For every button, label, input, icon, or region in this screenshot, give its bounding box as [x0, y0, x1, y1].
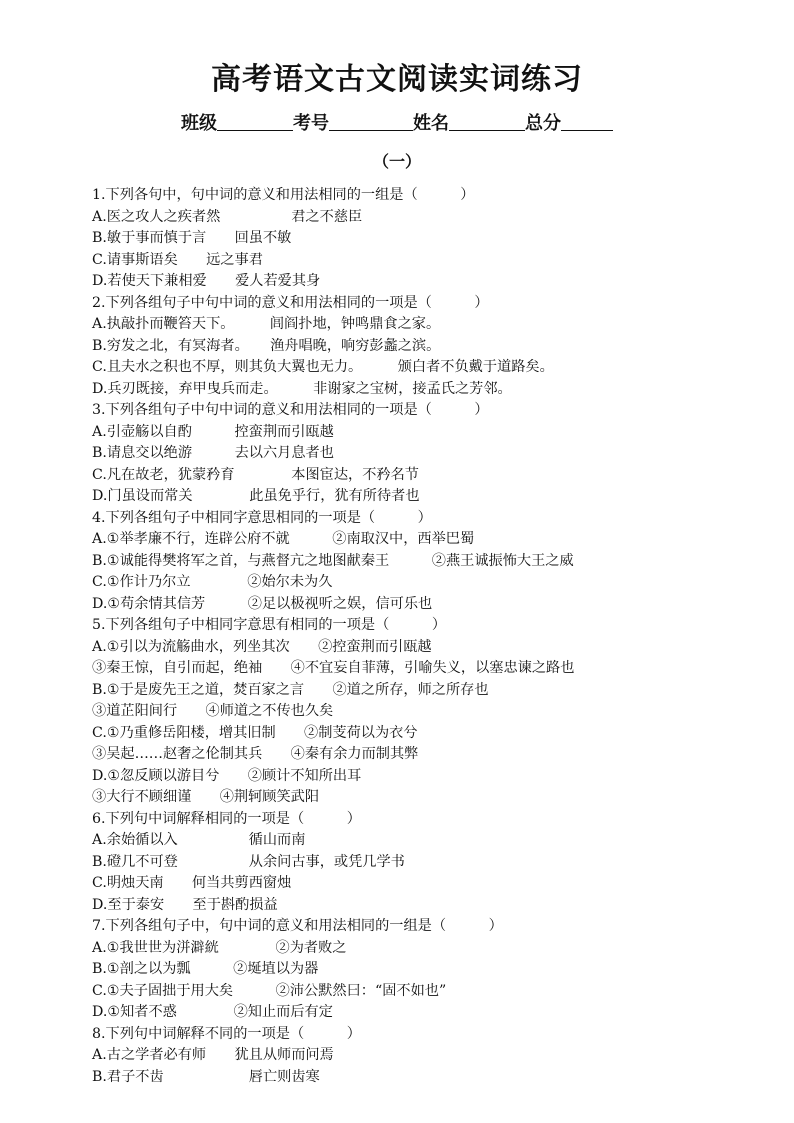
score-blank [561, 110, 613, 131]
name-blank [449, 110, 525, 131]
text-line: D.门虽设而常关 此虽免乎行，犹有所待者也 [92, 488, 420, 504]
text-line: D.兵刃既接，弃甲曳兵而走。 非谢家之宝树，接孟氏之芳邻。 [92, 380, 512, 397]
class-blank [217, 110, 293, 131]
text-line: C.凡在故老，犹蒙矜育 本图宦达，不矜名节 [92, 466, 419, 483]
text-line: A.古之学者必有师 犹且从师而问焉 [92, 1047, 334, 1063]
text-line: D.若使天下兼相爱 爱人若爱其身 [92, 273, 321, 289]
text-line: C.且夫水之积也不厚，则其负大翼也无力。 颁白者不负戴于道路矣。 [92, 359, 554, 375]
text-line: ③秦王惊，自引而起，绝袖 ④不宜妄自菲薄，引喻失义，以塞忠谏之路也 [92, 660, 575, 676]
class-label: 班级 [181, 113, 217, 134]
text-line: ③大行不顾细谨 ④荆轲顾笑武阳 [92, 789, 320, 805]
text-line: 4.下列各组句子中相同字意思相同的一项是（ ） [92, 509, 432, 526]
text-line: C.请事斯语矣 远之事君 [92, 251, 263, 268]
text-line: 8.下列句中词解释不同的一项是（ ） [92, 1025, 361, 1042]
text-line: C.①作计乃尔立 ②始尔未为久 [92, 574, 333, 590]
text-line: D.①忽反顾以游目兮 ②顾计不知所出耳 [92, 767, 362, 784]
text-line: D.至于泰安 至于斟酌损益 [92, 896, 278, 913]
text-line: ③吴起……赵奢之伦制其兵 ④秦有余力而制其弊 [92, 746, 419, 762]
text-line: C.①夫子固拙于用大矣 ②沛公默然曰：“固不如也” [92, 982, 447, 999]
text-line: A.引壶觞以自酌 控蛮荆而引瓯越 [92, 423, 334, 440]
text-line: 1.下列各句中，句中词的意义和用法相同的一组是（ ） [92, 187, 475, 203]
text-line: B.磴几不可登 从余问古事，或凭几学书 [92, 853, 405, 870]
page-title: 高考语文古文阅读实词练习 [211, 62, 583, 97]
text-line: C.明烛天南 何当共剪西窗烛 [92, 875, 292, 891]
text-line: A.①引以为流觞曲水，列坐其次 ②控蛮荆而引瓯越 [92, 638, 432, 655]
text-line: 7.下列各组句子中，句中词的意义和用法相同的一组是（ ） [92, 918, 503, 934]
text-line: A.医之攻人之疾者然 君之不慈臣 [92, 208, 363, 225]
text-line: C.①乃重修岳阳楼，增其旧制 ②制芰荷以为衣兮 [92, 724, 418, 741]
text-line: B.穷发之北，有冥海者。 渔舟唱晚，响穷彭蠡之滨。 [92, 337, 441, 354]
text-line: D.①苟余情其信芳 ②足以极视听之娱，信可乐也 [92, 595, 433, 612]
text-line: D.①知者不惑 ②知止而后有定 [92, 1004, 333, 1020]
text-line: B.①于是废先王之道，焚百家之言 ②道之所存，师之所存也 [92, 681, 489, 698]
text-line: 6.下列句中词解释相同的一项是（ ） [92, 810, 361, 827]
text-line: A.余始循以入 循山而南 [92, 832, 306, 848]
text-line: A.①我世世为洴澼絖 ②为者败之 [92, 939, 347, 956]
question-list [92, 185, 752, 1088]
text-line: A.执敲扑而鞭笞天下。 闾阎扑地，钟鸣鼎食之家。 [92, 316, 441, 332]
text-line: B.请息交以绝游 去以六月息者也 [92, 445, 334, 461]
text-line: B.①剖之以为瓢 ②埏埴以为器 [92, 961, 319, 977]
text-line: B.敏于事而慎于言 回虽不敏 [92, 230, 292, 246]
text-line: 5.下列各组句子中相同字意思有相同的一项是（ ） [92, 617, 447, 633]
text-line: B.君子不齿 唇亡则齿寒 [92, 1068, 320, 1085]
text-line: ③道芷阳间行 ④师道之不传也久矣 [92, 703, 334, 719]
text-line: 3.下列各组句子中句中词的意义和用法相同的一项是（ ） [92, 402, 489, 418]
text-line: B.①诚能得樊将军之首，与燕督亢之地图献秦王 ②燕王诚振怖大王之威 [92, 552, 574, 569]
text-line: 2.下列各组句子中句中词的意义和用法相同的一项是（ ） [92, 294, 489, 311]
exam-no-blank [329, 110, 413, 131]
text-line: A.①举孝廉不行，连辟公府不就 ②南取汉中，西举巴蜀 [92, 531, 475, 547]
exam-no-label: 考号 [293, 113, 329, 134]
name-label: 姓名 [413, 113, 449, 134]
section-heading: （一） [372, 152, 421, 171]
score-label: 总分 [525, 113, 561, 134]
student-info-row [0, 110, 794, 138]
